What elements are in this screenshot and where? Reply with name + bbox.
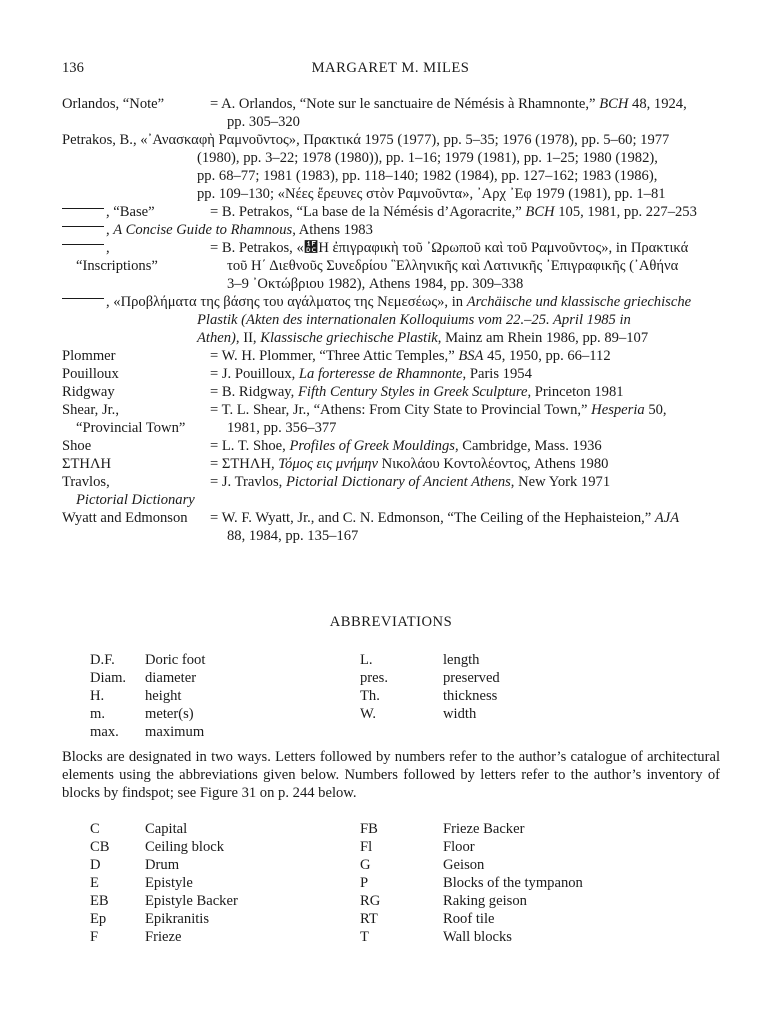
ditto-dash [62,226,104,227]
bibliography-entry [62,455,722,473]
entry-key: Shear, Jr., “Provincial Town” [62,402,186,436]
abbr-meaning: preserved [443,670,500,686]
ditto-dash [62,208,104,209]
abbr-meaning: maximum [145,724,205,740]
block-code: EB [90,893,109,909]
ditto-dash [62,244,104,245]
block-label: Capital [145,821,188,837]
abbreviation-row [90,651,650,669]
block-label: Geison [443,857,485,873]
citation-line: , A Concise Guide to Rhamnous, Athens 1983 [62,222,373,238]
entry-citation [210,383,722,401]
bibliography-entry [62,473,722,508]
citation-line: = T. L. Shear, Jr., “Athens: From City State to Provincial Town,” Hesperia 50, [210,402,667,418]
body-paragraph: Blocks are designated in two ways. Letters followed by numbers refer to the author’s catalogue of architectural elements using the abbreviations given below. Numbers followed by letters refer to the author’s inventory of blocks by findspot; see Figure 31 on p. 244 below. [62,749,720,801]
citation-line: Plastik (Akten des internationalen Kolloquiums vom 22.–25. April 1985 in [197,312,631,328]
designation-row [90,838,650,856]
entry-key: Orlandos, “Note” [62,96,165,112]
ditto-dash [62,298,104,299]
entry-key: Pouilloux [62,366,119,382]
citation-line: 88, 1984, pp. 135–167 [227,528,359,544]
entry-citation [62,131,722,203]
citation-line: (1980), pp. 3–22; 1978 (1980)), pp. 1–16; 1979 (1981), pp. 1–25; 1980 (1982), [197,150,658,166]
block-label: Frieze [145,929,182,945]
citation-line: pp. 68–77; 1981 (1983), pp. 118–140; 1982 (1984), pp. 127–162; 1983 (1986), [197,168,658,184]
entry-citation [210,365,722,383]
block-code: D [90,857,101,873]
abbreviation-row [90,687,650,705]
block-label: Epistyle Backer [145,893,238,909]
abbr-code: Th. [360,688,380,704]
abbr-code: W. [360,706,377,722]
block-code: F [90,929,99,945]
entry-key: Wyatt and Edmonson [62,510,188,526]
block-code: T [360,929,369,945]
page-header [62,59,719,79]
block-designations-table [90,820,650,946]
block-code: CB [90,839,110,855]
abbr-meaning: Doric foot [145,652,206,668]
entry-key: , “Base” [62,203,207,221]
block-label: Blocks of the tympanon [443,875,583,891]
citation-line: = L. T. Shoe, Profiles of Greek Mouldings, Cambridge, Mass. 1936 [210,438,602,454]
entry-key: Plommer [62,348,116,364]
citation-line: τοῦ Ηʹ Διεθνοῦς Συνεδρίου ῝Ελληνικῆς καὶ Λατινικῆς ᾽Επιγραφικῆς (᾽Αθήνα [227,258,679,274]
block-label: Epikranitis [145,911,210,927]
block-code: RT [360,911,378,927]
abbr-code: H. [90,688,105,704]
bibliography-entry [62,293,722,347]
block-label: Ceiling block [145,839,225,855]
abbreviation-row [90,705,650,723]
spacer [62,491,722,509]
abbr-code: L. [360,652,373,668]
entry-citation [62,221,722,239]
entry-citation [210,95,722,131]
citation-line: pp. 109–130; «Νέες ἔρευνες στὸν Ραμνοῦντα», ᾽Αρχ ᾽Εφ 1979 (1981), pp. 1–81 [197,186,666,202]
block-label: Roof tile [443,911,495,927]
citation-line: = J. Pouilloux, La forteresse de Rhamnonte, Paris 1954 [210,366,532,382]
bibliography-entry [62,365,722,383]
bibliography-list [62,95,722,545]
citation-line: pp. 305–320 [227,114,300,130]
block-code: P [360,875,369,891]
citation-line: = B. Ridgway, Fifth Century Styles in Greek Sculpture, Princeton 1981 [210,384,624,400]
block-code: Fl [360,839,373,855]
block-code: FB [360,821,378,837]
block-label: Floor [443,839,475,855]
entry-citation [210,401,722,437]
block-label: Drum [145,857,180,873]
block-code: RG [360,893,381,909]
abbreviation-row [90,723,650,741]
citation-line: = W. H. Plommer, “Three Attic Temples,” BSA 45, 1950, pp. 66–112 [210,348,611,364]
bibliography-entry [62,221,722,239]
designation-row [90,856,650,874]
bibliography-entry [62,383,722,401]
bibliography-entry [62,239,722,293]
running-head: MARGARET M. MILES [311,60,470,76]
entry-citation [210,473,722,491]
block-code: G [360,857,371,873]
citation-line: = J. Travlos, Pictorial Dictionary of Ancient Athens, New York 1971 [210,474,611,490]
citation-line: = A. Orlandos, “Note sur le sanctuaire de Némésis à Rhamnonte,” BCH 48, 1924, [210,96,687,112]
entry-citation [62,293,722,347]
entry-key: Travlos, Pictorial Dictionary [62,474,195,508]
abbr-meaning: height [145,688,182,704]
bibliography-entry [62,95,722,131]
citation-line: = B. Petrakos, “La base de la Némésis d’Agoracrite,” BCH 105, 1981, pp. 227–253 [210,204,697,220]
entry-key: Shoe [62,438,92,454]
designation-row [90,874,650,892]
citation-line: Athen), II, Klassische griechische Plastik, Mainz am Rhein 1986, pp. 89–107 [197,330,649,346]
citation-line: 1981, pp. 356–377 [227,420,337,436]
citation-line: Petrakos, B., «᾽Ανασκαφὴ Ραμνοῦντος», Πρακτικά 1975 (1977), pp. 5–35; 1976 (1978), pp. 5–60; 1977 [62,132,670,148]
entry-citation [210,203,722,221]
designation-row [90,928,650,946]
block-label: Raking geison [443,893,527,909]
abbr-code: D.F. [90,652,115,668]
entry-key: Ridgway [62,384,115,400]
entry-key: ΣΤΗΛΗ [62,456,112,472]
entry-citation [210,455,722,473]
designation-row [90,892,650,910]
entry-citation [210,509,722,545]
citation-line: = ΣΤΗΛΗ, Τόμος εις μνήμην Νικολάου Κοντολέοντος, Athens 1980 [210,456,609,472]
bibliography-entry [62,401,722,437]
citation-line: , «Προβλήματα της βάσης του αγάλματος της Νεμεσέως», in Archäische und klassische griechische [62,294,691,310]
bibliography-entry [62,203,722,221]
entry-citation [210,347,722,365]
abbr-meaning: diameter [145,670,197,686]
abbr-code: Diam. [90,670,127,686]
abbr-code: max. [90,724,119,740]
entry-key: , “Inscriptions” [62,239,207,275]
block-code: Ep [90,911,107,927]
section-heading: ABBREVIATIONS [329,614,453,630]
abbr-code: m. [90,706,105,722]
block-code: C [90,821,100,837]
abbreviations-table [90,651,650,741]
citation-line: = W. F. Wyatt, Jr., and C. N. Edmonson, “The Ceiling of the Hephaisteion,” AJA [210,510,680,526]
entry-citation [210,437,722,455]
abbreviation-row [90,669,650,687]
designation-row [90,820,650,838]
bibliography-entry [62,347,722,365]
designation-row [90,910,650,928]
block-label: Frieze Backer [443,821,525,837]
block-label: Epistyle [145,875,193,891]
abbr-meaning: width [443,706,477,722]
bibliography-entry [62,437,722,455]
abbr-code: pres. [360,670,388,686]
abbr-meaning: thickness [443,688,498,704]
page-number: 136 [62,60,84,76]
citation-line: = B. Petrakos, «῜Η ἐπιγραφικὴ τοῦ ᾿Ωρωποῦ καὶ τοῦ Ραμνοῦντος», in Πρακτικά [210,240,689,256]
entry-citation [210,239,722,293]
block-code: E [90,875,99,891]
abbr-meaning: meter(s) [145,706,194,722]
abbr-meaning: length [443,652,480,668]
citation-line: 3–9 ᾽Οκτώβριου 1982), Athens 1984, pp. 309–338 [227,276,524,292]
bibliography-entry [62,509,722,545]
bibliography-entry [62,131,722,203]
block-label: Wall blocks [443,929,512,945]
